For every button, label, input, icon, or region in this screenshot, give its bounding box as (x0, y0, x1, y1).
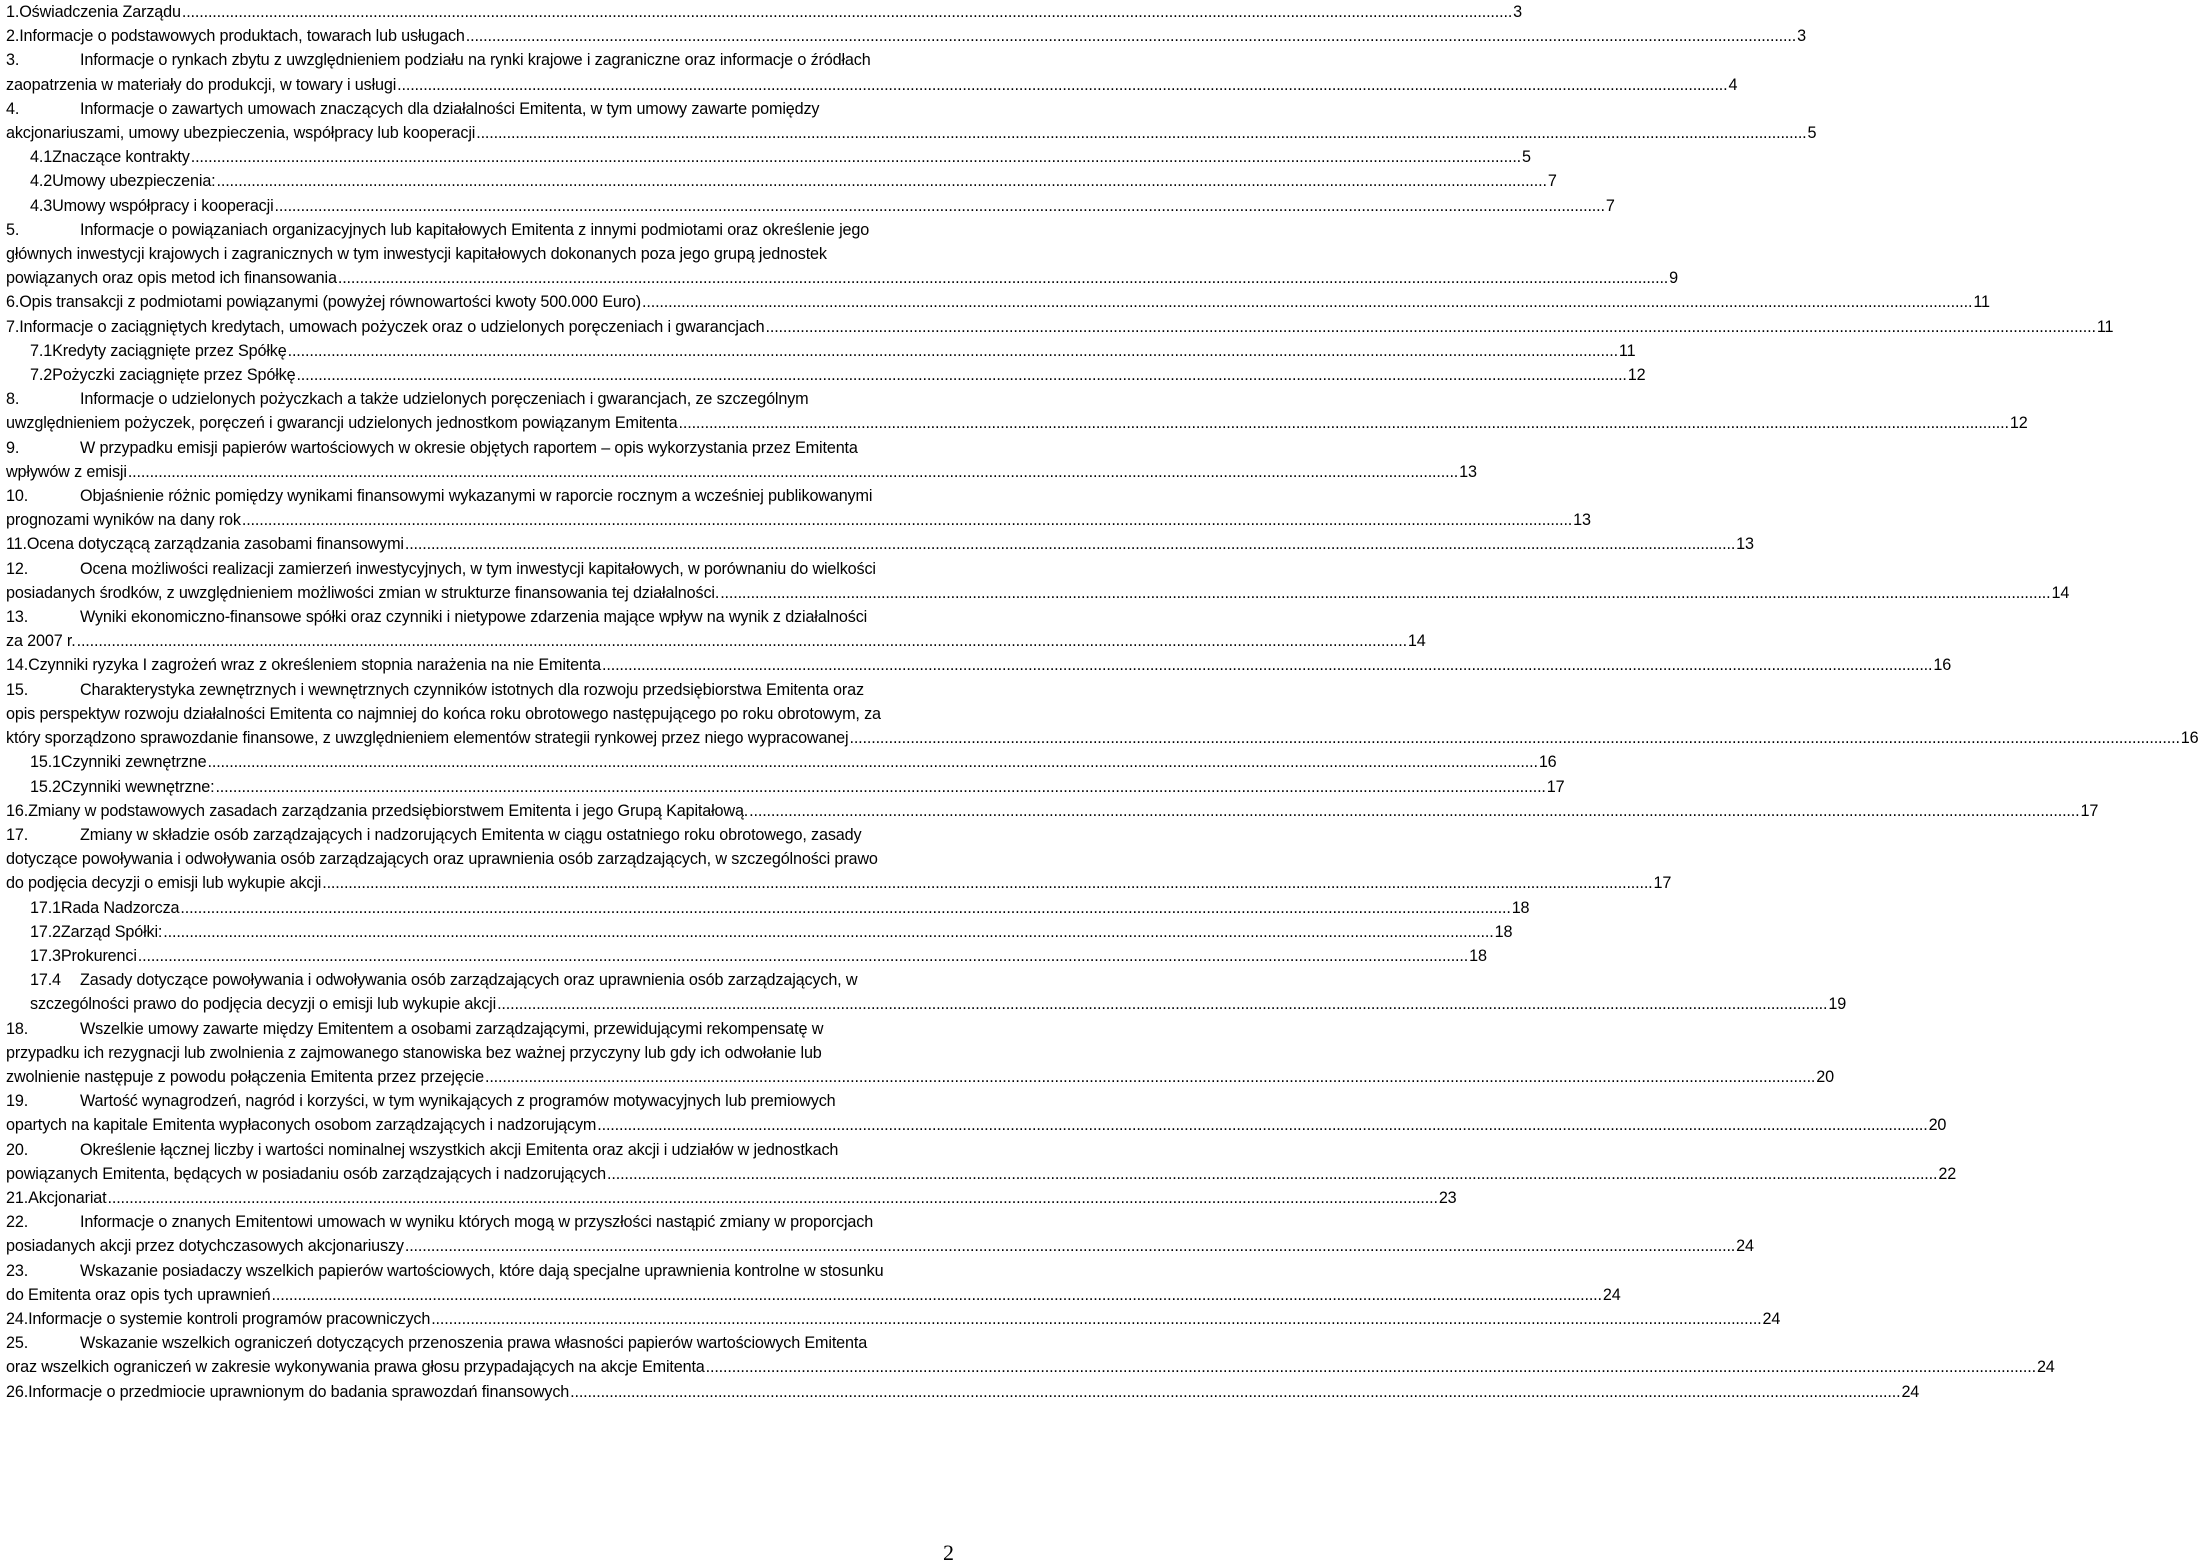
toc-entry-title: Informacje o przedmiocie uprawnionym do badania sprawozdań finansowych (28, 1382, 570, 1401)
toc-entry-title: Rada Nadzorcza (60, 898, 180, 917)
toc-entry[interactable] (6, 290, 1990, 314)
toc-entry-title: Oświadczenia Zarządu (19, 3, 181, 21)
toc-entry[interactable] (6, 1210, 1754, 1258)
toc-entry[interactable] (6, 1138, 1957, 1186)
toc-entry[interactable] (6, 1259, 1621, 1307)
toc-entry-page: 24 (1762, 1309, 1781, 1328)
toc-entry-title-line: W przypadku emisji papierów wartościowych w okresie objętych raportem – opis wykorzystania przez Emitenta (80, 438, 858, 457)
toc-entry-title-line: wpływów z emisji (6, 462, 127, 481)
dot-leader (217, 169, 1547, 193)
toc-entry[interactable] (6, 896, 1530, 920)
dot-leader (191, 145, 1521, 169)
dot-leader (163, 920, 1493, 944)
toc-entry-page: 12 (2009, 414, 2028, 433)
toc-entry-page: 17 (1653, 874, 1672, 893)
toc-entry-number: 10. (6, 487, 29, 506)
dot-leader (706, 1355, 2036, 1379)
toc-entry-title-line: Informacje o powiązaniach organizacyjnych lub kapitałowych Emitenta z innymi podmiotami oraz określenie jego (80, 220, 870, 239)
toc-entry-number: 8. (6, 390, 20, 409)
toc-entry-title-line: powiązanych Emitenta, będących w posiadaniu osób zarządzających i nadzorujących (6, 1164, 607, 1183)
toc-entry-number: 23. (6, 1261, 29, 1280)
toc-entry-page: 7 (1547, 172, 1557, 191)
toc-entry-page: 18 (1494, 922, 1513, 941)
toc-entry-page: 17 (1546, 777, 1565, 796)
toc-entry-page: 11 (1973, 293, 1990, 312)
toc-entry-title-line: Wszelkie umowy zawarte między Emitentem a osobami zarządzającymi, przewidującymi rekompensatę w (80, 1019, 824, 1038)
toc-entry-number: 14. (6, 656, 29, 675)
toc-entry-title: Umowy ubezpieczenia: (52, 172, 216, 191)
toc-entry-page: 19 (1828, 995, 1847, 1014)
dot-leader (338, 266, 1668, 290)
toc-entry[interactable] (6, 653, 1952, 677)
toc-entry-number: 17.1 (30, 898, 61, 917)
toc-entry-page: 3 (1513, 3, 1523, 21)
toc-entry[interactable] (6, 436, 1477, 484)
toc-entry-page: 14 (1407, 632, 1426, 651)
toc-entry[interactable] (6, 218, 1679, 291)
toc-entry-page: 14 (2051, 583, 2070, 602)
toc-entry-title-line: akcjonariuszami, umowy ubezpieczenia, współpracy lub kooperacji (6, 124, 476, 143)
toc-entry-title: Czynniki wewnętrzne: (60, 777, 215, 796)
toc-entry-title-line: głównych inwestycji krajowych i zagranicznych w tym inwestycji kapitałowych dokonanych poza jego grupą jednostek (6, 245, 827, 264)
toc-entry-title-line: szczególności prawo do podjęcia decyzji o emisji lub wykupie akcji (30, 995, 497, 1014)
toc-entry-number: 4.2 (30, 172, 53, 191)
toc-entry-title-line: Wskazanie wszelkich ograniczeń dotyczących przenoszenia prawa własności papierów wartościowych Emitenta (80, 1334, 868, 1353)
toc-entry-title: Zmiany w podstawowych zasadach zarządzania przedsiębiorstwem Emitenta i jego Grupą Kapitałową. (28, 801, 749, 820)
toc-entry-title: Zarząd Spółki: (60, 922, 163, 941)
dot-leader (405, 532, 1735, 556)
toc-entry-number: 12. (6, 559, 29, 578)
dot-leader (296, 363, 1626, 387)
toc-entry-title: Pożyczki zaciągnięte przez Spółkę (52, 366, 296, 385)
toc-entry-title-line: oraz wszelkich ograniczeń w zakresie wykonywania prawa głosu przypadających na akcje Emitenta (6, 1358, 705, 1377)
dot-leader (749, 799, 2079, 823)
toc-entry-title-line: Ocena możliwości realizacji zamierzeń inwestycyjnych, w tym inwestycji kapitałowych, w porównaniu do wielkości (80, 559, 876, 578)
toc-entry-page: 3 (1797, 27, 1806, 46)
toc-entry-number: 19. (6, 1092, 29, 1111)
toc-entry-number: 17.3 (30, 946, 61, 965)
toc-entry[interactable] (6, 194, 1615, 218)
toc-entry-title: Prokurenci (60, 946, 137, 965)
toc-entry-page: 18 (1469, 946, 1487, 965)
dot-leader (108, 1186, 1438, 1210)
toc-entry-page: 9 (1669, 269, 1679, 288)
toc-entry-title-line: Charakterystyka zewnętrznych i wewnętrznych czynników istotnych dla rozwoju przedsiębiorstwa Emitenta oraz (80, 680, 864, 699)
toc-entry-page: 13 (1573, 511, 1591, 530)
toc-entry-number: 6. (6, 293, 20, 312)
toc-entry-title: Akcjonariat (28, 1188, 107, 1207)
toc-entry-number: 21. (6, 1188, 29, 1207)
toc-entry[interactable] (6, 48, 1738, 96)
dot-leader (288, 339, 1618, 363)
toc-entry[interactable] (6, 97, 1817, 145)
dot-leader (128, 460, 1458, 484)
dot-leader (466, 24, 1796, 48)
dot-leader (138, 944, 1468, 968)
toc-entry-page: 7 (1605, 196, 1615, 215)
toc-entry-page: 24 (2036, 1358, 2055, 1377)
toc-entry[interactable] (6, 532, 1754, 556)
toc-entry-page: 11 (1618, 341, 1636, 360)
toc-entry-number: 1. (6, 3, 20, 21)
toc-entry-title: Kredyty zaciągnięte przez Spółkę (52, 341, 287, 360)
toc-entry-number: 22. (6, 1213, 29, 1232)
toc-entry[interactable] (6, 363, 1646, 387)
dot-leader (570, 1380, 1900, 1404)
toc-entry-page: 13 (1459, 462, 1477, 481)
toc-entry-page: 24 (1901, 1382, 1920, 1401)
toc-entry[interactable] (6, 968, 1847, 1016)
toc-entry[interactable] (6, 169, 1557, 193)
dot-leader (431, 1307, 1761, 1331)
toc-entry[interactable] (6, 387, 2028, 435)
toc-entry-title-line: za 2007 r. (6, 632, 76, 651)
toc-entry-title-line: Informacje o udzielonych pożyczkach a także udzielonych poręczeniach i gwarancjach, ze szczególnym (80, 390, 809, 409)
toc-entry-number: 25. (6, 1334, 29, 1353)
toc-entry[interactable] (6, 750, 1557, 774)
toc-entry-number: 17.4 (30, 971, 61, 990)
toc-entry-page: 17 (2080, 801, 2099, 820)
dot-leader (322, 871, 1652, 895)
toc-entry-number: 15. (6, 680, 29, 699)
toc-entry-title-line: który sporządzono sprawozdanie finansowe, z uwzględnieniem elementów strategii rynkowej przez niego wypracowanej (6, 729, 849, 748)
toc-entry-title-line: do podjęcia decyzji o emisji lub wykupie akcji (6, 874, 322, 893)
toc-entry-title-line: posiadanych środków, z uwzględnieniem możliwości zmian w strukturze finansowania tej działalności. (6, 583, 720, 602)
toc-entry[interactable] (6, 799, 2099, 823)
toc-entry-number: 20. (6, 1140, 29, 1159)
toc-entry-page: 16 (1933, 656, 1952, 675)
dot-leader (497, 992, 1827, 1016)
toc-entry[interactable] (6, 557, 2070, 605)
toc-entry-title-line: Informacje o rynkach zbytu z uwzględnieniem podziału na rynki krajowe i zagraniczne oraz informacje o źródłach (80, 51, 871, 70)
dot-leader (405, 1234, 1735, 1258)
dot-leader (597, 1113, 1927, 1137)
toc-entry-number: 9. (6, 438, 20, 457)
toc-entry[interactable] (6, 339, 1636, 363)
toc-entry-page: 18 (1511, 898, 1530, 917)
toc-entry-title: Informacje o systemie kontroli programów pracowniczych (28, 1309, 431, 1328)
toc-entry-number: 15.1 (30, 753, 61, 772)
toc-entry[interactable] (6, 920, 1513, 944)
dot-leader (215, 775, 1545, 799)
dot-leader (275, 194, 1605, 218)
toc-entry[interactable] (6, 145, 1531, 169)
toc-entry-title-line: zwolnienie następuje z powodu połączenia Emitenta przez przejęcie (6, 1067, 484, 1086)
toc-entry-page: 5 (1522, 148, 1531, 167)
toc-entry-page: 20 (1816, 1067, 1834, 1086)
toc-entry-title-line: Informacje o zawartych umowach znaczących dla działalności Emitenta, w tym umowy zawarte pomiędzy (80, 99, 820, 118)
toc-entry[interactable] (6, 1380, 1920, 1404)
toc-entry-page: 16 (1538, 753, 1557, 772)
toc-entry-number: 17. (6, 825, 29, 844)
toc-entry[interactable] (6, 605, 1426, 653)
toc-entry-title: Ocena dotyczącą zarządzania zasobami finansowymi (26, 535, 404, 554)
dot-leader (272, 1283, 1602, 1307)
dot-leader (180, 896, 1510, 920)
toc-entry-title-line: prognozami wyników na dany rok (6, 511, 241, 530)
dot-leader (602, 653, 1932, 677)
toc-entry[interactable] (6, 1186, 1457, 1210)
toc-entry-number: 5. (6, 220, 20, 239)
toc-entry-page: 12 (1627, 366, 1646, 385)
toc-entry-title: Czynniki ryzyka I zagrożeń wraz z określeniem stopnia narażenia na nie Emitenta (28, 656, 602, 675)
toc-entry-title: Informacje o zaciągniętych kredytach, umowach pożyczek oraz o udzielonych poręczeniach i gwarancjach (19, 317, 765, 336)
toc-entry-page: 24 (1602, 1285, 1621, 1304)
toc-entry-page: 16 (2180, 729, 2199, 748)
toc-entry-title-line: przypadku ich rezygnacji lub zwolnienia z zajmowanego stanowiska bez ważnej przyczyny lub gdy ich odwołanie lub (6, 1043, 822, 1062)
toc-entry-number: 2. (6, 27, 20, 46)
dot-leader (607, 1162, 1937, 1186)
toc-entry[interactable] (6, 1331, 2055, 1379)
toc-entry-title-line: opartych na kapitale Emitenta wypłaconych osobom zarządzających i nadzorującym (6, 1116, 597, 1135)
toc-entry-title-line: do Emitenta oraz opis tych uprawnień (6, 1285, 271, 1304)
toc-entry-title-line: Wartość wynagrodzeń, nagród i korzyści, w tym wynikających z programów motywacyjnych lub premiowych (80, 1092, 836, 1111)
toc-entry-number: 7. (6, 317, 20, 336)
toc-entry-number: 11. (6, 535, 27, 554)
toc-entry-title-line: Informacje o znanych Emitentowi umowach w wyniku których mogą w przyszłości nastąpić zmiany w proporcjach (80, 1213, 874, 1232)
toc-entry-number: 4.1 (30, 148, 53, 167)
toc-entry[interactable] (6, 0, 1523, 24)
toc-entry[interactable] (6, 678, 2199, 751)
toc-entry-number: 26. (6, 1382, 29, 1401)
toc-entry-number: 15.2 (30, 777, 61, 796)
toc-entry-title-line: Zmiany w składzie osób zarządzających i nadzorujących Emitenta w ciągu ostatniego roku obrotowego, zasady (80, 825, 862, 844)
toc-entry-title-line: Zasady dotyczące powoływania i odwoływania osób zarządzających oraz uprawnienia osób zarządzających, w (80, 971, 858, 990)
toc-entry-number: 7.2 (30, 366, 53, 385)
dot-leader (679, 411, 2009, 435)
toc-entry-number: 16. (6, 801, 29, 820)
dot-leader (77, 629, 1407, 653)
dot-leader (849, 726, 2179, 750)
toc-entry-number: 3. (6, 51, 20, 70)
toc-entry[interactable] (6, 944, 1487, 968)
toc-entry-title: Opis transakcji z podmiotami powiązanymi (powyżej równowartości kwoty 500.000 Euro) (19, 293, 642, 312)
toc-entry-number: 4.3 (30, 196, 53, 215)
toc-entry-number: 4. (6, 99, 20, 118)
toc-entry-page: 13 (1736, 535, 1754, 554)
toc-entry[interactable] (6, 315, 2114, 339)
toc-entry-page: 20 (1928, 1116, 1947, 1135)
toc-entry-number: 17.2 (30, 922, 61, 941)
toc-entry-title: Umowy współpracy i kooperacji (52, 196, 274, 215)
toc-entry[interactable] (6, 823, 1672, 896)
toc-entry-title: Czynniki zewnętrzne (60, 753, 207, 772)
toc-entry-title-line: opis perspektyw rozwoju działalności Emitenta co najmniej do końca roku obrotowego następującego po roku obrotowym, za (6, 704, 881, 723)
toc-entry-title-line: Wskazanie posiadaczy wszelkich papierów wartościowych, które dają specjalne uprawnienia kontrolne w stosunku (80, 1261, 884, 1280)
dot-leader (397, 73, 1727, 97)
toc-entry-page: 22 (1938, 1164, 1957, 1183)
toc-entry-title-line: Określenie łącznej liczby i wartości nominalnej wszystkich akcji Emitenta oraz akcji i udziałów w jednostkach (80, 1140, 839, 1159)
toc-entry-title-line: powiązanych oraz opis metod ich finansowania (6, 269, 337, 288)
dot-leader (720, 581, 2050, 605)
toc-entry-page: 23 (1438, 1188, 1457, 1207)
dot-leader (182, 0, 1512, 24)
toc-entry-title-line: Wyniki ekonomiczno-finansowe spółki oraz czynniki i nietypowe zdarzenia mające wpływ na wynik z działalności (80, 608, 868, 627)
toc-entry[interactable] (6, 24, 1806, 48)
toc-entry-title: Znaczące kontrakty (52, 148, 190, 167)
toc-entry-page: 11 (2096, 317, 2114, 336)
page-number: 2 (943, 1540, 954, 1565)
toc-entry[interactable] (6, 1307, 1781, 1331)
toc-entry[interactable] (6, 775, 1565, 799)
toc-entry[interactable] (6, 1089, 1947, 1137)
dot-leader (208, 750, 1538, 774)
dot-leader (242, 508, 1572, 532)
toc-entry-title-line: posiadanych akcji przez dotychczasowych akcjonariuszy (6, 1237, 404, 1256)
toc-entry-number: 24. (6, 1309, 29, 1328)
toc-entry-page: 24 (1736, 1237, 1754, 1256)
toc-entry[interactable] (6, 484, 1591, 532)
dot-leader (485, 1065, 1815, 1089)
toc-entry-title: Informacje o podstawowych produktach, towarach lub usługach (19, 27, 465, 46)
dot-leader (642, 290, 1972, 314)
table-of-contents (6, 0, 2199, 1404)
toc-entry-title-line: dotyczące powoływania i odwoływania osób zarządzających oraz uprawnienia osób zarządzających, w szczególności prawo (6, 850, 878, 869)
toc-entry-title-line: uwzględnieniem pożyczek, poręczeń i gwarancji udzielonych jednostkom powiązanym Emitenta (6, 414, 678, 433)
toc-entry-number: 13. (6, 608, 29, 627)
toc-entry[interactable] (6, 1017, 1834, 1090)
toc-entry-page: 5 (1807, 124, 1817, 143)
toc-entry-number: 7.1 (30, 341, 53, 360)
toc-entry-page: 4 (1728, 75, 1738, 94)
toc-entry-title-line: zaopatrzenia w materiały do produkcji, w towary i usługi (6, 75, 397, 94)
dot-leader (476, 121, 1806, 145)
dot-leader (766, 315, 2096, 339)
toc-entry-title-line: Objaśnienie różnic pomiędzy wynikami finansowymi wykazanymi w raporcie rocznym a wcześniej publikowanymi (80, 487, 873, 506)
toc-entry-number: 18. (6, 1019, 29, 1038)
